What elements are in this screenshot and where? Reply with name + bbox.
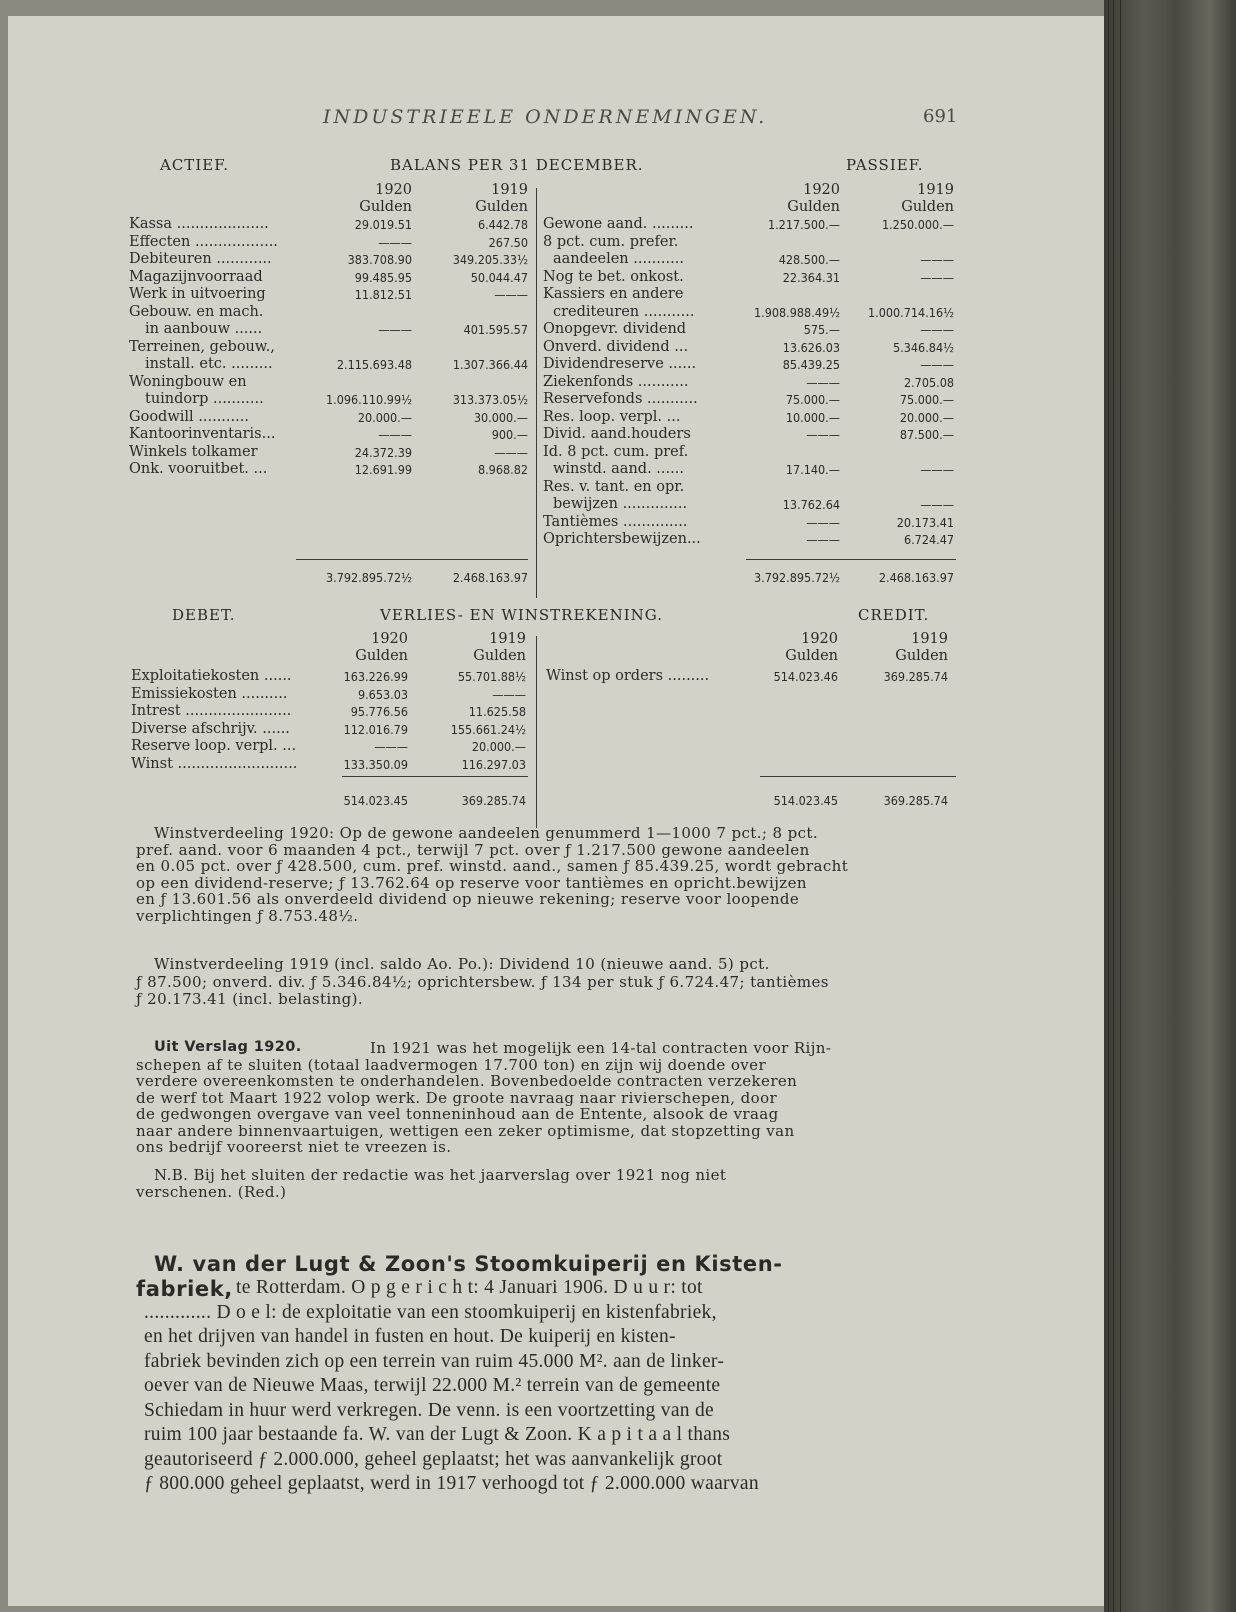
passief-row-label: Onverd. dividend ...	[543, 338, 689, 355]
company-line: ............. D o e l: de exploitatie van een stoomkuiperij en kistenfabriek,	[144, 1301, 717, 1323]
actief-row-1920: ———	[378, 322, 412, 337]
verlies-currency-1919-right: Gulden	[895, 648, 948, 664]
actief-row-label: Winkels tolkamer	[129, 443, 258, 460]
debet-total-1920: 514.023.45	[343, 793, 408, 808]
actief-total-1919: 2.468.163.97	[452, 570, 528, 585]
verlies-currency-1919-left: Gulden	[473, 648, 526, 664]
passief-row-label: Res. loop. verpl. ...	[543, 408, 681, 425]
actief-row-label: Debiteuren ............	[129, 251, 272, 267]
company-line: en het drijven van handel in fusten en hout. De kuiperij en kisten-	[144, 1326, 676, 1347]
actief-row-1920: 99.485.95	[354, 269, 412, 285]
actief-row-1919: 900.—	[491, 427, 528, 442]
verlies-currency-1920-right: Gulden	[785, 648, 838, 664]
text-line: Winstverdeeling 1919 (incl. saldo Ao. Po.): Dividend 10 (nieuwe aand. 5) pct.	[154, 955, 770, 973]
text-line: ons bedrijf vooreerst niet te vreezen is.	[136, 1138, 452, 1156]
actief-row-1920: 24.372.39	[354, 444, 412, 460]
actief-label: ACTIEF.	[160, 156, 230, 174]
balans-title: BALANS PER 31 DECEMBER.	[390, 156, 644, 174]
company-line: ƒ 800.000 geheel geplaatst, werd in 1917 verhoogd tot ƒ 2.000.000 waarvan	[144, 1473, 759, 1494]
passief-row-label: Kassiers en andere	[543, 286, 684, 302]
actief-row-label: install. etc. .........	[145, 356, 273, 372]
actief-row-1919: 8.968.82	[477, 462, 528, 477]
debet-row-1920: 133.350.09	[343, 756, 408, 772]
actief-total-rule	[296, 559, 528, 560]
credit-label: CREDIT.	[858, 606, 930, 624]
passief-row-1919: ———	[920, 462, 954, 477]
actief-row-1919: 6.442.78	[477, 217, 528, 232]
actief-row-label: in aanbouw ......	[145, 321, 263, 337]
actief-row-1920: 29.019.51	[354, 217, 412, 232]
verlies-year-1920-right: 1920	[801, 631, 838, 647]
passief-row-1919: 5.346.84½	[893, 339, 954, 355]
actief-row-1919: 349.205.33½	[452, 252, 528, 267]
verlies-year-1919-right: 1919	[911, 631, 948, 647]
company-line: geautoriseerd ƒ 2.000.000, geheel geplaatst; het was aanvankelijk groot	[144, 1448, 723, 1470]
company-line: te Rotterdam. O p g e r i c h t: 4 Januari 1906. D u u r: tot	[236, 1277, 703, 1298]
debet-row-label: Winst ..........................	[131, 755, 298, 772]
actief-row-1920: ———	[378, 427, 412, 442]
actief-row-1920: 1.096.110.99½	[326, 392, 412, 407]
credit-total-1919: 369.285.74	[883, 793, 948, 808]
actief-row-1920: 20.000.—	[357, 409, 412, 425]
debet-total-rule	[342, 776, 528, 777]
passief-label: PASSIEF.	[846, 156, 924, 174]
text-line: en ƒ 13.601.56 als onverdeeld dividend op nieuwe rekening; reserve voor loopende	[136, 890, 800, 908]
debet-row-1919: 11.625.58	[468, 704, 526, 719]
passief-row-label: Divid. aand.houders	[543, 426, 691, 442]
debet-row-1920: ———	[374, 739, 408, 754]
text-line: verdere overeenkomsten te onderhandelen. Bovenbedoelde contracten verzekeren	[136, 1072, 798, 1090]
passief-row-label: Onopgevr. dividend	[543, 321, 687, 337]
text-line: Winstverdeeling 1920: Op de gewone aandeelen genummerd 1—1000 7 pct.; 8 pct.	[154, 824, 819, 842]
passief-row-1920: 13.626.03	[782, 339, 840, 355]
text-line: naar andere binnenvaartuigen, wettigen een zeker optimisme, dat stopzetting van	[136, 1121, 795, 1140]
debet-total-1919: 369.285.74	[461, 793, 526, 808]
passief-row-1919: ———	[920, 497, 954, 512]
passief-row-1920: 17.140.—	[785, 462, 840, 477]
debet-row-label: Exploitatiekosten ......	[131, 668, 292, 684]
passief-row-1920: ———	[806, 514, 840, 530]
balans-year-1920-right: 1920	[803, 182, 840, 198]
actief-row-1920: 12.691.99	[354, 462, 412, 477]
passief-row-1919: 20.000.—	[899, 409, 954, 425]
actief-row-label: Kassa ....................	[129, 216, 269, 232]
actief-row-label: Kantoorinventaris...	[129, 426, 276, 442]
debet-row-1920: 112.016.79	[343, 721, 408, 737]
credit-total-rule	[760, 776, 956, 777]
passief-row-label: Gewone aand. .........	[543, 216, 694, 232]
text-line: en 0.05 pct. over ƒ 428.500, cum. pref. winstd. aand., samen ƒ 85.439.25, wordt gebracht	[136, 857, 849, 875]
balans-year-1920-left: 1920	[375, 182, 412, 198]
debet-label: DEBET.	[172, 606, 236, 624]
passief-total-1920: 3.792.895.72½	[754, 570, 840, 585]
balans-year-1919-left: 1919	[491, 182, 528, 198]
passief-row-1919: 1.250.000.—	[881, 217, 954, 232]
running-header: INDUSTRIEELE ONDERNEMINGEN.	[323, 106, 768, 128]
actief-row-1919: 50.044.47	[470, 269, 528, 285]
passief-row-1919: ———	[920, 357, 954, 372]
passief-row-1919: 20.173.41	[896, 514, 954, 530]
credit-row-label: Winst op orders .........	[546, 668, 710, 684]
actief-row-1919: 1.307.366.44	[452, 357, 528, 372]
passief-row-label: Id. 8 pct. cum. pref.	[543, 443, 689, 460]
passief-row-label: crediteuren ...........	[553, 303, 695, 320]
text-line: In 1921 was het mogelijk een 14-tal contracten voor Rijn-	[370, 1039, 832, 1057]
company-name: W. van der Lugt & Zoon's Stoomkuiperij en Kisten-	[154, 1252, 783, 1276]
actief-total-1920: 3.792.895.72½	[326, 570, 412, 585]
debet-row-label: Emissiekosten ..........	[131, 685, 288, 702]
page-number: 691	[923, 106, 958, 127]
balans-currency-1920-left: Gulden	[359, 199, 412, 215]
actief-row-label: Woningbouw en	[129, 373, 247, 390]
passief-row-1920: 85.439.25	[782, 357, 840, 372]
actief-row-label: Goodwill ...........	[129, 408, 249, 425]
actief-row-1919: ———	[494, 444, 528, 460]
passief-row-label: Dividendreserve ......	[543, 356, 697, 372]
text-line: verplichtingen ƒ 8.753.48½.	[136, 906, 359, 925]
debet-row-1919: 116.297.03	[461, 756, 526, 772]
passief-row-label: Tantièmes ..............	[543, 513, 688, 530]
actief-row-1919: 401.595.57	[463, 322, 528, 337]
passief-row-1919: 2.705.08	[903, 374, 954, 390]
actief-row-label: tuindorp ...........	[145, 391, 264, 407]
actief-row-label: Werk in uitvoering	[129, 286, 266, 302]
actief-row-1919: 30.000.—	[473, 409, 528, 425]
actief-row-1920: 2.115.693.48	[336, 357, 412, 372]
passief-total-1919: 2.468.163.97	[878, 570, 954, 585]
verlies-title: VERLIES- EN WINSTREKENING.	[380, 606, 663, 624]
passief-total-rule	[746, 559, 956, 560]
company-line: fabriek bevinden zich op een terrein van ruim 45.000 M². aan de linker-	[144, 1350, 725, 1372]
actief-row-1919: ———	[494, 287, 528, 302]
passief-row-label: bewijzen ..............	[553, 496, 688, 512]
company-line: ruim 100 jaar bestaande fa. W. van der Lugt & Zoon. K a p i t a a l thans	[144, 1424, 731, 1445]
actief-row-label: Effecten ..................	[129, 233, 278, 250]
debet-row-1920: 95.776.56	[350, 704, 408, 719]
debet-row-label: Reserve loop. verpl. ...	[131, 738, 297, 754]
text-line: verschenen. (Red.)	[136, 1182, 287, 1201]
balans-currency-1920-right: Gulden	[787, 199, 840, 215]
actief-row-label: Onk. vooruitbet. ...	[129, 461, 268, 477]
actief-row-label: Gebouw. en mach.	[129, 303, 264, 320]
text-line: de gedwongen overgave van veel tonneninhoud aan de Entente, alsook de vraag	[136, 1105, 779, 1123]
passief-row-1919: 6.724.47	[903, 532, 954, 547]
company-line: oever van de Nieuwe Maas, terwijl 22.000 M.² terrein van de gemeente	[144, 1375, 721, 1396]
text-line: N.B. Bij het sluiten der redactie was het jaarverslag over 1921 nog niet	[154, 1166, 727, 1184]
passief-row-1919: 87.500.—	[899, 427, 954, 442]
company-line: Schiedam in huur werd verkregen. De venn. is een voortzetting van de	[144, 1399, 715, 1421]
passief-row-1919: ———	[920, 252, 954, 267]
passief-row-1920: 575.—	[803, 322, 840, 337]
passief-row-1920: 22.364.31	[782, 269, 840, 285]
balans-currency-1919-left: Gulden	[475, 199, 528, 215]
credit-row-1920: 514.023.46	[773, 669, 838, 684]
passief-row-1920: 10.000.—	[785, 409, 840, 425]
verlies-divider	[536, 636, 537, 828]
company-name-cont: fabriek,	[136, 1277, 233, 1301]
actief-row-1920: ———	[378, 234, 412, 250]
text-line: ƒ 87.500; onverd. div. ƒ 5.346.84½; oprichtersbew. ƒ 134 per stuk ƒ 6.724.47; tantièmes	[136, 972, 829, 991]
text-line: pref. aand. voor 6 maanden 4 pct., terwijl 7 pct. over ƒ 1.217.500 gewone aandeelen	[136, 840, 810, 859]
actief-row-1919: 267.50	[488, 234, 528, 250]
passief-row-1920: 75.000.—	[785, 392, 840, 407]
debet-row-1920: 9.653.03	[357, 686, 408, 702]
balans-currency-1919-right: Gulden	[901, 199, 954, 215]
text-line: ƒ 20.173.41 (incl. belasting).	[136, 990, 364, 1008]
balans-year-1919-right: 1919	[917, 182, 954, 198]
verslag-heading: Uit Verslag 1920.	[154, 1039, 302, 1055]
passief-row-1920: 1.217.500.—	[767, 217, 840, 232]
text-line: de werf tot Maart 1922 volop werk. De groote navraag naar rivierschepen, door	[136, 1088, 778, 1107]
passief-row-1919: ———	[920, 322, 954, 337]
actief-row-1920: 11.812.51	[354, 287, 412, 302]
debet-row-1919: 20.000.—	[471, 739, 526, 754]
passief-row-label: winstd. aand. ......	[553, 461, 684, 477]
text-line: op een dividend-reserve; ƒ 13.762.64 op reserve voor tantièmes en opricht.bewijzen	[136, 873, 807, 892]
passief-row-1920: 1.908.988.49½	[754, 304, 840, 320]
passief-row-1920: ———	[806, 427, 840, 442]
debet-row-1919: ———	[492, 686, 526, 702]
actief-row-1919: 313.373.05½	[452, 392, 528, 407]
credit-row-1919: 369.285.74	[883, 669, 948, 684]
passief-row-1920: 428.500.—	[778, 252, 840, 267]
debet-row-1920: 163.226.99	[343, 669, 408, 684]
passief-row-label: Oprichtersbewijzen...	[543, 531, 701, 547]
passief-row-label: Res. v. tant. en opr.	[543, 478, 685, 495]
debet-row-label: Intrest .......................	[131, 703, 292, 719]
actief-row-label: Magazijnvoorraad	[129, 268, 263, 285]
passief-row-1920: 13.762.64	[782, 497, 840, 512]
actief-row-1920: 383.708.90	[347, 252, 412, 267]
verlies-year-1919-left: 1919	[489, 631, 526, 647]
debet-row-1919: 55.701.88½	[457, 669, 526, 684]
passief-row-label: Nog te bet. onkost.	[543, 268, 684, 285]
passief-row-label: aandeelen ...........	[553, 251, 684, 267]
passief-row-1920: ———	[806, 532, 840, 547]
passief-row-label: Reservefonds ...........	[543, 391, 698, 407]
text-line: schepen af te sluiten (totaal laadvermogen 17.700 ton) en zijn wij doende over	[136, 1055, 767, 1074]
passief-row-1919: 75.000.—	[899, 392, 954, 407]
passief-row-label: 8 pct. cum. prefer.	[543, 233, 679, 250]
passief-row-label: Ziekenfonds ...........	[543, 373, 689, 390]
credit-total-1920: 514.023.45	[773, 793, 838, 808]
balans-divider	[536, 188, 537, 598]
debet-row-label: Diverse afschrijv. ......	[131, 720, 290, 737]
passief-row-1919: ———	[920, 269, 954, 285]
book-page	[8, 16, 1104, 1606]
book-spine	[1104, 0, 1236, 1612]
debet-row-1919: 155.661.24½	[450, 721, 526, 737]
verlies-year-1920-left: 1920	[371, 631, 408, 647]
actief-row-label: Terreinen, gebouw.,	[129, 338, 275, 355]
passief-row-1920: ———	[806, 374, 840, 390]
verlies-currency-1920-left: Gulden	[355, 648, 408, 664]
passief-row-1919: 1.000.714.16½	[868, 304, 954, 320]
